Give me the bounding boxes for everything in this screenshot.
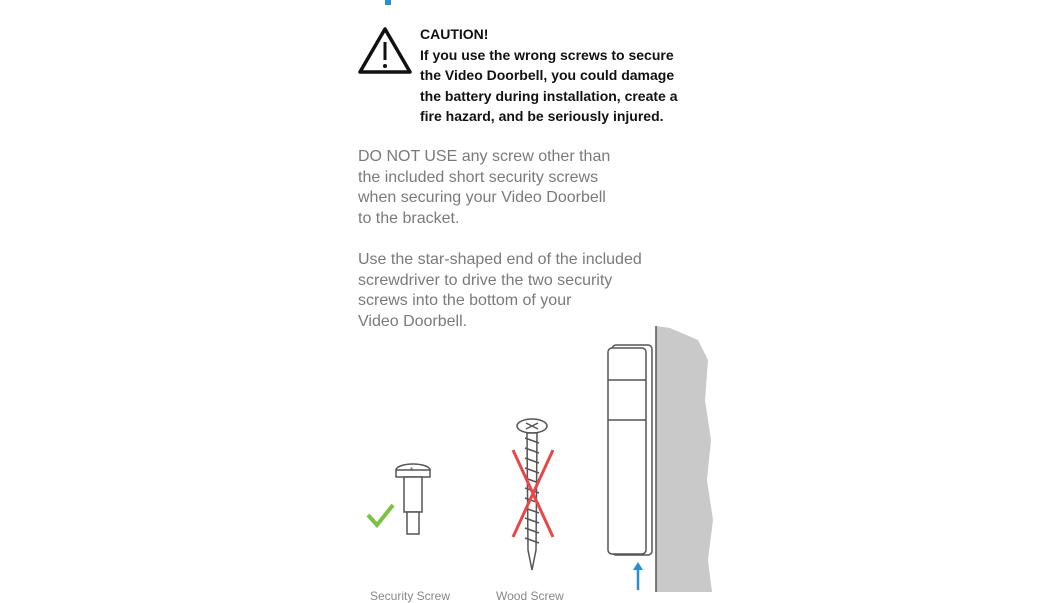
security-screw-illustration — [396, 464, 430, 534]
text-line: to the bracket. — [358, 209, 460, 227]
text-line: when securing your Video Doorbell — [358, 189, 606, 206]
caution-line: If you use the wrong screws to secure — [420, 46, 674, 63]
text-line: screws into the bottom of your — [358, 292, 572, 309]
text-line: the included short security screws — [358, 168, 599, 186]
wall-illustration — [656, 326, 713, 592]
wood-screw-caption: Wood Screw — [496, 589, 564, 603]
text-line: screwdriver to drive the two security — [358, 271, 613, 289]
text-line: Use the star-shaped end of the included — [358, 251, 642, 268]
doorbell-illustration — [608, 345, 652, 555]
screw-warning-paragraph — [358, 147, 610, 229]
caution-line: the battery during installation, create a — [420, 87, 678, 104]
svg-text:*: * — [410, 466, 414, 475]
caution-line: fire hazard, and be seriously injured. — [420, 108, 664, 124]
security-screw-caption: Security Screw — [370, 589, 451, 603]
heading-fragment — [385, 0, 391, 5]
warning-icon — [357, 26, 413, 76]
text-line: Video Doorbell. — [358, 312, 468, 330]
arrow-up-icon — [633, 562, 643, 590]
caution-notice — [420, 24, 678, 127]
caution-line: the Video Doorbell, you could damage — [420, 67, 675, 83]
checkmark-icon — [368, 505, 393, 525]
caution-title: CAUTION! — [420, 26, 489, 42]
illustration — [360, 320, 740, 600]
text-line: DO NOT USE any screw other than — [358, 148, 611, 165]
